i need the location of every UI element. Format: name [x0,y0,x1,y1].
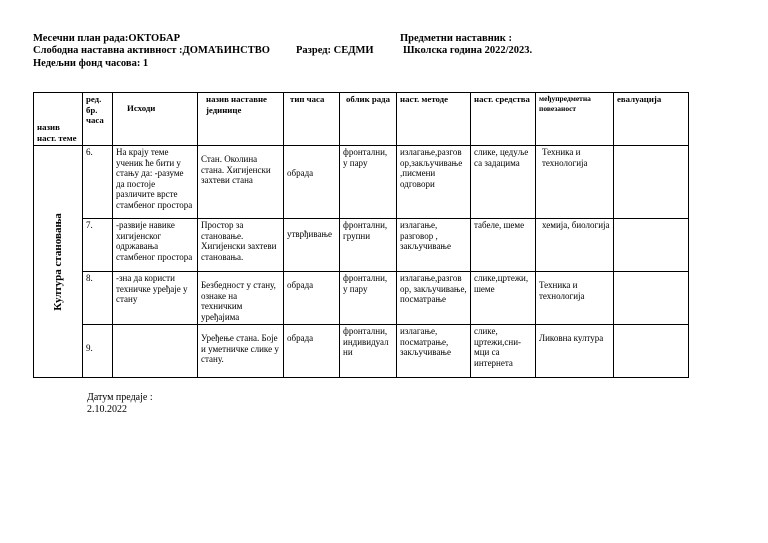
topic-name: Култура становања [51,212,64,311]
column-header-outcomes: Исходи [113,93,198,146]
unit-cell: Простор за становање. Хигијенски захтеви становања. [198,219,284,272]
column-header-materials: наст. средства [471,93,536,146]
work-form-cell: фронтални, индивидуал ни [340,325,397,378]
submission-footer [87,392,153,416]
lesson-number: 8. [83,272,113,325]
column-header-methods: наст. методе [397,93,471,146]
lesson-type-cell: утврђивање [284,219,340,272]
unit-cell: Стан. Околина стана. Хигијенски захтеви стана [198,146,284,219]
correlation-cell: хемија, биологија [536,219,614,272]
correlation-cell: Ликовна култура [536,325,614,378]
column-header-type: тип часа [284,93,340,146]
table-header-row [34,93,689,146]
table-row [34,219,689,272]
lesson-number: 9. [83,325,113,378]
column-header-topic: назив наст. теме [34,93,83,146]
teacher-label: Предметни наставник : [400,33,512,44]
outcomes-cell: На крају теме ученик ће бити у стању да: -разуме да постоје различите врсте стамбеног простора [113,146,198,219]
school-year-label: Школска година 2022/2023. [403,45,533,56]
evaluation-cell [614,272,689,325]
correlation-cell: Техника и технологија [536,146,614,219]
outcomes-cell [113,325,198,378]
column-header-evaluation: евалуација [614,93,689,146]
lesson-type-cell: обрада [284,325,340,378]
materials-cell: слике, цртежи,сни-мци са интернета [471,325,536,378]
column-header-unit: назив наставне јединице [198,93,284,146]
plan-month-label: Месечни план рада:ОКТОБАР [33,33,181,44]
evaluation-cell [614,219,689,272]
materials-cell: слике,цртежи, шеме [471,272,536,325]
methods-cell: излагање,разгов ор,закључивање ,писмени одговори [397,146,471,219]
lesson-type-cell: обрада [284,146,340,219]
grade-label: Разред: СЕДМИ [296,45,374,56]
methods-cell: излагање, разговор , закључивање [397,219,471,272]
correlation-cell: Техника и технологија [536,272,614,325]
evaluation-cell [614,325,689,378]
lesson-number: 7. [83,219,113,272]
lesson-plan-table [33,92,689,378]
unit-cell: Уређење стана. Боје и уметничке слике у стану. [198,325,284,378]
work-form-cell: фронтални, у пару [340,272,397,325]
outcomes-cell: -развије навике хигијенског одржавања стамбеног простора [113,219,198,272]
column-header-number: ред. бр. часа [83,93,113,146]
column-header-form: облик рада [340,93,397,146]
submission-date-value: 2.10.2022 [87,404,127,415]
work-form-cell: фронтални, групни [340,219,397,272]
submission-date-label: Датум предаје : [87,392,153,403]
topic-cell [34,146,83,378]
methods-cell: излагање, посматрање, закључивање [397,325,471,378]
lesson-number: 6. [83,146,113,219]
work-form-cell: фронтални, у пару [340,146,397,219]
column-header-correlation: међупредметна повезаност [536,93,614,146]
table-row [34,272,689,325]
methods-cell: излагање,разгов ор, закључивање, посматрање [397,272,471,325]
weekly-fund-label: Недељни фонд часова: 1 [33,58,149,69]
materials-cell: слике, цедуље са задацима [471,146,536,219]
unit-cell: Безбедност у стану, ознаке на техничким уређајима [198,272,284,325]
table-row [34,325,689,378]
activity-label: Слободна наставна активност :ДОМАЋИНСТВО [33,45,270,56]
lesson-type-cell: обрада [284,272,340,325]
outcomes-cell: -зна да користи техничке уређаје у стану [113,272,198,325]
table-row [34,146,689,219]
materials-cell: табеле, шеме [471,219,536,272]
evaluation-cell [614,146,689,219]
